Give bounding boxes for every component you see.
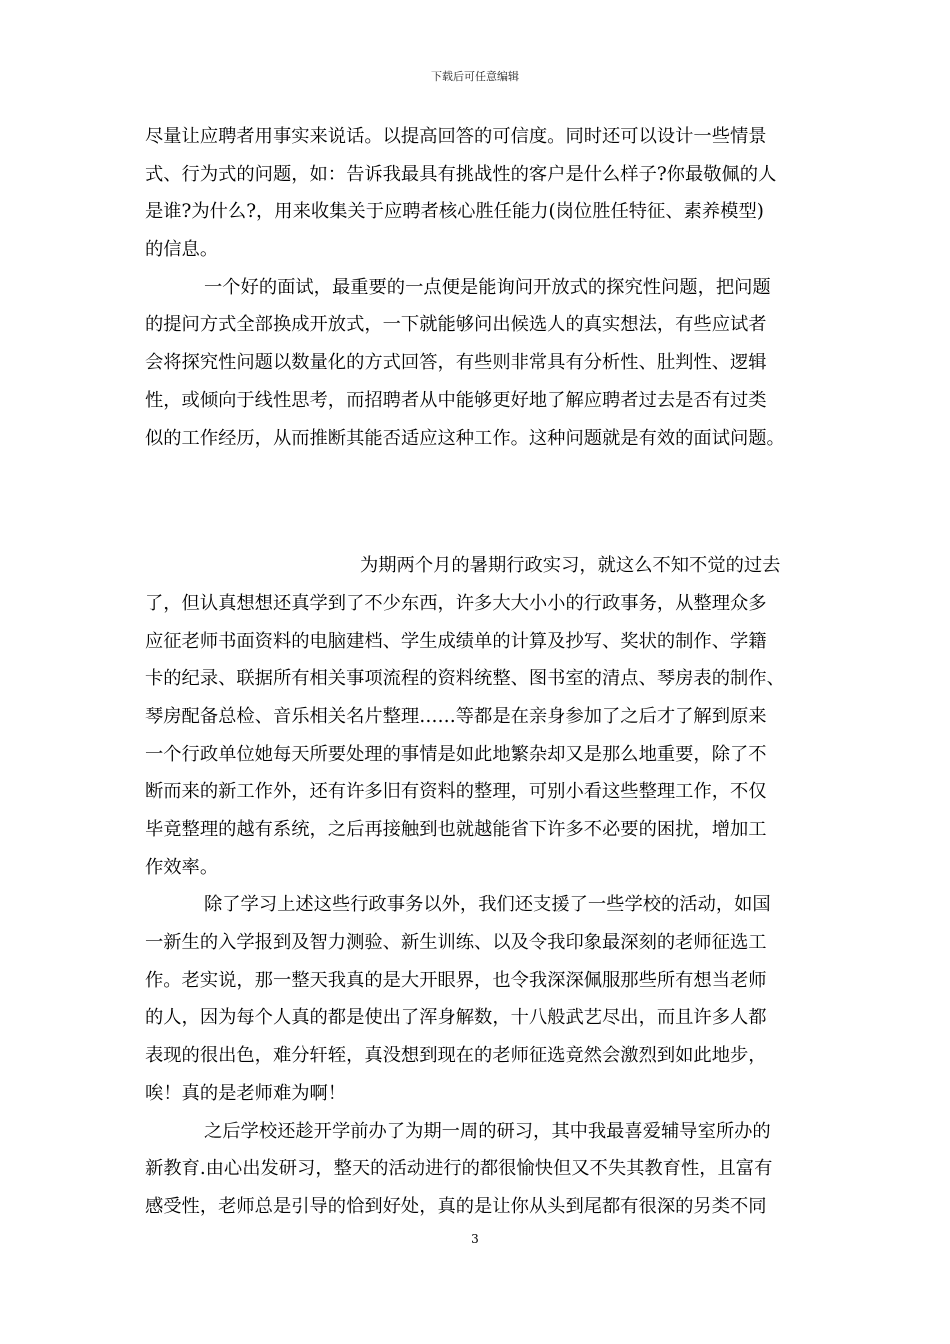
text-line: 唉！真的是老师难为啊！ (145, 1082, 347, 1104)
paragraph (145, 269, 821, 457)
text-line: 表现的很出色，难分轩轾，真没想到现在的老师征选竟然会激烈到如此地步， (145, 1045, 767, 1067)
text-line: 之后学校还趁开学前办了为期一周的研习，其中我最喜爱辅导室所办的 (204, 1120, 771, 1142)
text-line: 的人，因为每个人真的都是使出了浑身解数，十八般武艺尽出，而且许多人都 (145, 1007, 767, 1029)
text-line: 性，或倾向于线性思考，而招聘者从中能够更好地了解应聘者过去是否有过类 (145, 389, 767, 411)
text-line: 是谁?为什么?，用来收集关于应聘者核心胜任能力(岗位胜任特征、素养模型) (145, 201, 764, 223)
text-line: 的提问方式全部换成开放式，一下就能够问出候选人的真实想法，有些应试者 (145, 314, 767, 336)
text-line: 一个行政单位她每天所要处理的事情是如此地繁杂却又是那么地重要，除了不 (145, 743, 767, 765)
text-line: 一新生的入学报到及智力测验、新生训练、以及令我印象最深刻的老师征选工 (145, 932, 767, 954)
text-line: 的信息。 (145, 239, 219, 261)
paragraph (145, 547, 821, 886)
text-line: 作。老实说，那一整天我真的是大开眼界，也令我深深佩服那些所有想当老师 (145, 969, 767, 991)
paragraph (145, 1113, 821, 1226)
paragraph (145, 118, 821, 269)
section-gap (145, 457, 821, 547)
text-line: 式、行为式的问题，如：告诉我最具有挑战性的客户是什么样子?你最敬佩的人 (145, 163, 777, 185)
text-line: 除了学习上述这些行政事务以外，我们还支援了一些学校的活动，如国 (204, 894, 771, 916)
text-line: 似的工作经历，从而推断其能否适应这种工作。这种问题就是有效的面试问题。 (145, 427, 785, 449)
text-line: 卡的纪录、联据所有相关事项流程的资料统整、图书室的清点、琴房表的制作、 (145, 668, 785, 690)
document-body (145, 118, 821, 1226)
text-line: 作效率。 (145, 856, 219, 878)
text-line: 应征老师书面资料的电脑建档、学生成绩单的计算及抄写、奖状的制作、学籍 (145, 630, 767, 652)
text-line: 为期两个月的暑期行政实习，就这么不知不觉的过去 (360, 555, 781, 577)
text-line: 一个好的面试，最重要的一点便是能询问开放式的探究性问题，把问题 (204, 276, 771, 298)
text-line: 新教育.由心出发研习，整天的活动进行的都很愉快但又不失其教育性，且富有 (145, 1158, 773, 1180)
text-line: 了，但认真想想还真学到了不少东西，许多大大小小的行政事务，从整理众多 (145, 592, 767, 614)
text-line: 毕竟整理的越有系统，之后再接触到也就越能省下许多不必要的困扰，增加工 (145, 819, 767, 840)
header-note: 下载后可任意编辑 (431, 70, 519, 83)
text-line: 会将探究性问题以数量化的方式回答，有些则非常具有分析性、肚判性、逻辑 (145, 352, 767, 374)
text-line: 感受性，老师总是引导的恰到好处，真的是让你从头到尾都有很深的另类不同 (145, 1195, 767, 1217)
text-line: 尽量让应聘者用事实来说话。以提高回答的可信度。同时还可以设计一些情景 (145, 126, 767, 147)
text-line: 断而来的新工作外，还有许多旧有资料的整理，可别小看这些整理工作，不仅 (145, 781, 767, 803)
paragraph (145, 886, 821, 1112)
page-number: 3 (471, 1232, 479, 1246)
text-line: 琴房配备总检、音乐相关名片整理……等都是在亲身参加了之后才了解到原来 (145, 705, 767, 727)
